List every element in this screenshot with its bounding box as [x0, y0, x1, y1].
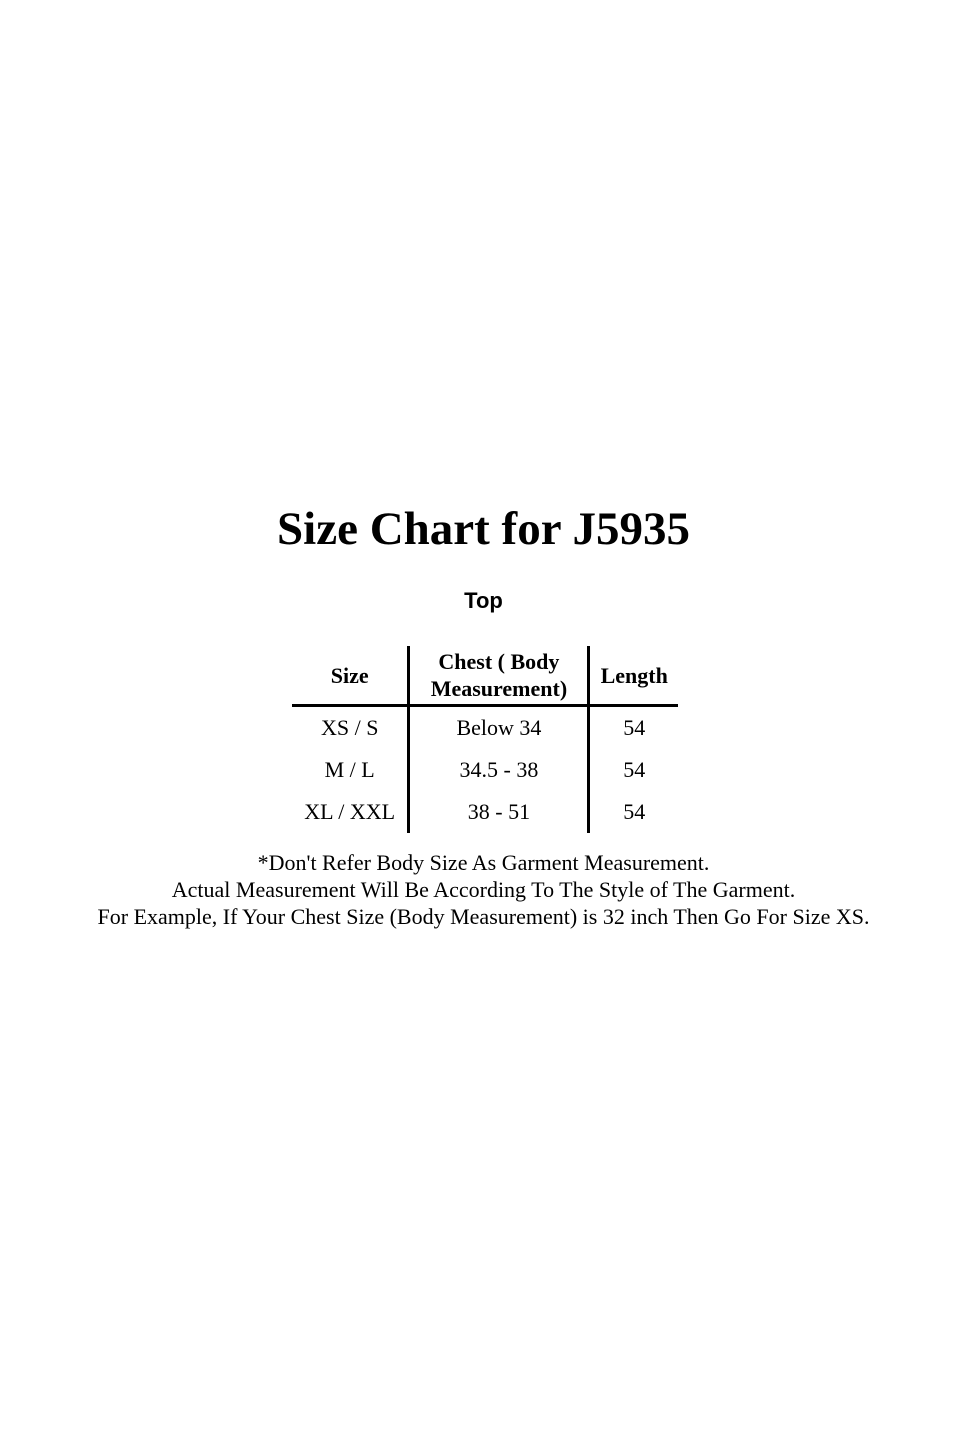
header-chest-line2: Measurement)	[430, 676, 568, 701]
size-chart-table	[292, 646, 678, 833]
note-line: *Don't Refer Body Size As Garment Measurement.	[257, 850, 710, 875]
size-notes	[0, 849, 967, 930]
note-line: Actual Measurement Will Be According To The Style of The Garment.	[171, 877, 796, 902]
table-row	[292, 706, 678, 750]
header-size: Size	[292, 646, 409, 706]
header-length: Length	[589, 646, 678, 706]
page-title: Size Chart for J5935	[277, 503, 690, 555]
header-chest-line1: Chest ( Body	[438, 649, 560, 674]
cell-size: M / L	[324, 757, 375, 782]
cell-chest: 38 - 51	[409, 791, 589, 833]
note-line: For Example, If Your Chest Size (Body Measurement) is 32 inch Then Go For Size XS.	[97, 904, 870, 929]
cell-size: XL / XXL	[304, 799, 396, 824]
cell-length: 54	[589, 706, 678, 750]
table-row	[292, 791, 678, 833]
table-row	[292, 749, 678, 791]
cell-length: 54	[589, 791, 678, 833]
cell-chest: 34.5 - 38	[409, 749, 589, 791]
cell-chest: Below 34	[409, 706, 589, 750]
table-header-row	[292, 646, 678, 706]
cell-size: XS / S	[320, 715, 379, 740]
section-title: Top	[464, 588, 503, 613]
cell-length: 54	[589, 749, 678, 791]
header-chest	[409, 646, 589, 706]
